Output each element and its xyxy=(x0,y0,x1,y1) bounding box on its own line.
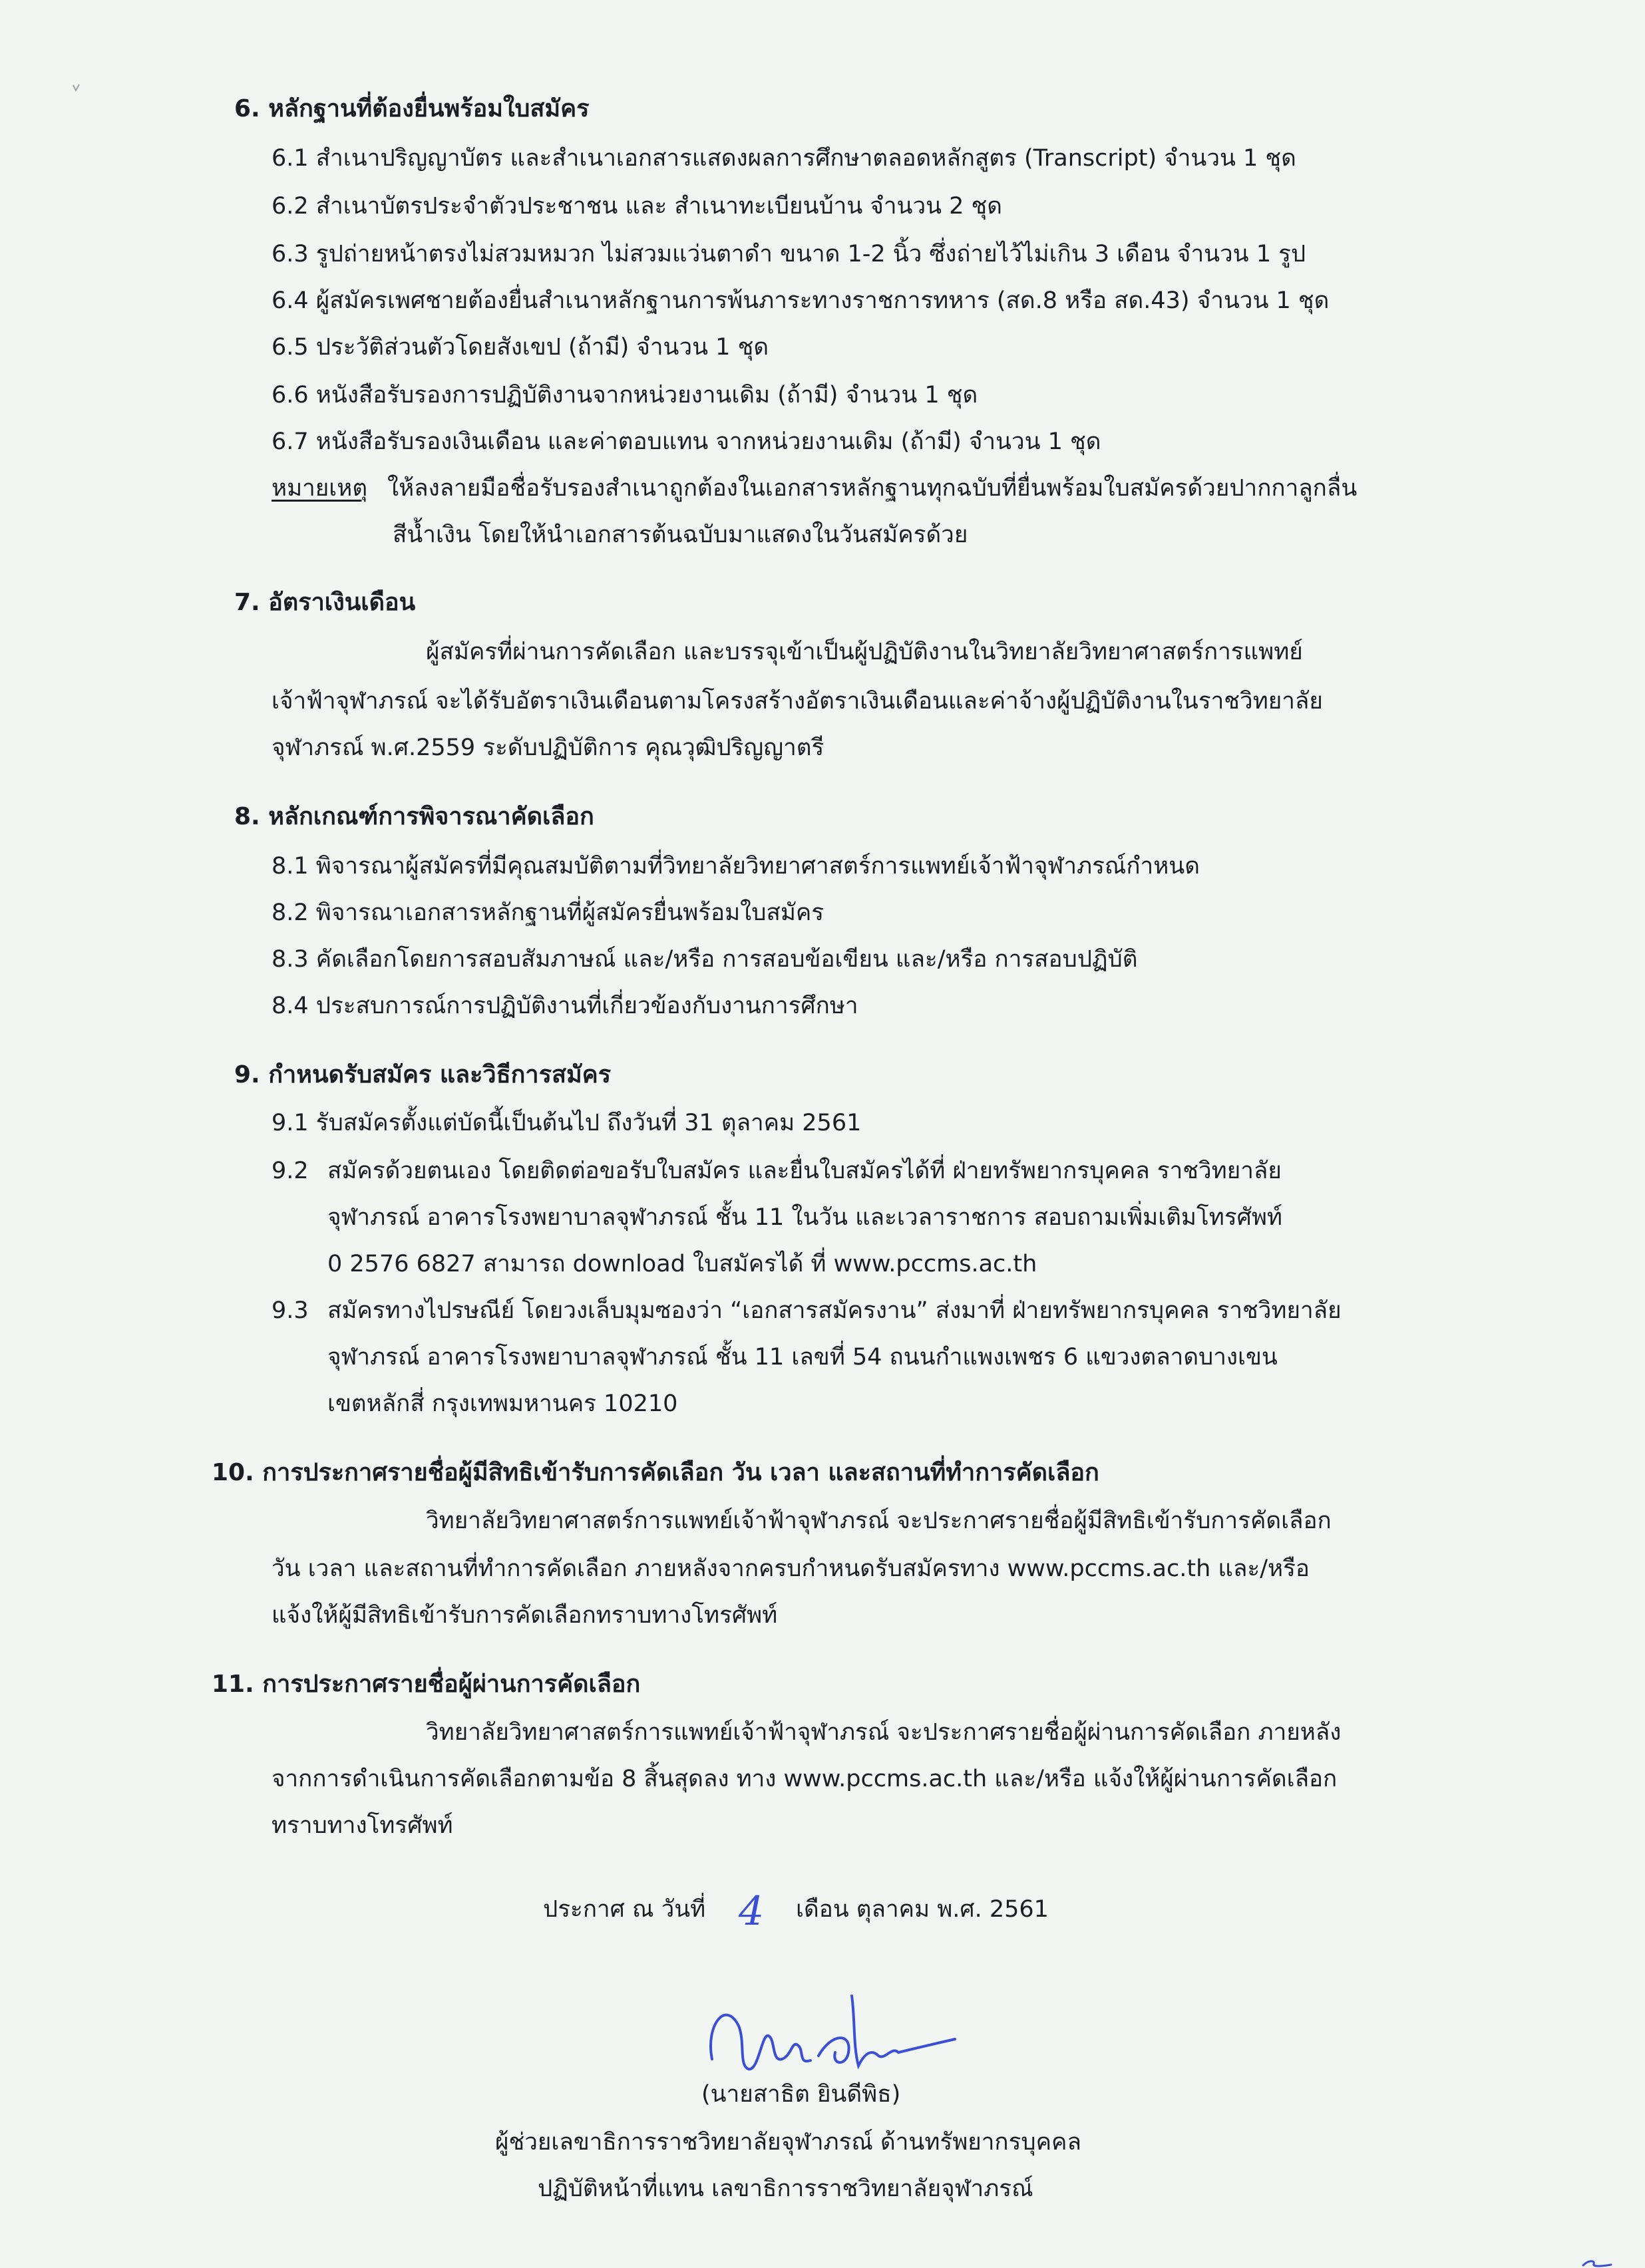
section-11-heading: 11. การประกาศรายชื่อผู้ผ่านการคัดเลือก xyxy=(212,1671,641,1698)
section-10-heading: 10. การประกาศรายชื่อผู้มีสิทธิเข้ารับการคัดเลือก วัน เวลา และสถานที่ทำการคัดเลือก xyxy=(212,1459,1099,1486)
section-11-line-3: ทราบทางโทรศัพท์ xyxy=(272,1812,453,1839)
signer-title-line-2: ปฏิบัติหน้าที่แทน เลขาธิการราชวิทยาลัยจุฬาภรณ์ xyxy=(538,2176,1033,2202)
section-9-item-3-line-2: จุฬาภรณ์ อาคารโรงพยาบาลจุฬาภรณ์ ชั้น 11 เลขที่ 54 ถนนกำแพงเพชร 6 แขวงตลาดบางเขน xyxy=(327,1344,1278,1371)
section-11-line-1: วิทยาลัยวิทยาศาสตร์การแพทย์เจ้าฟ้าจุฬาภรณ์ จะประกาศรายชื่อผู้ผ่านการคัดเลือก ภายหลัง xyxy=(426,1719,1342,1746)
signer-name: (นายสาธิต ยินดีพิธ) xyxy=(701,2081,901,2108)
section-10-line-1: วิทยาลัยวิทยาศาสตร์การแพทย์เจ้าฟ้าจุฬาภรณ์ จะประกาศรายชื่อผู้มีสิทธิเข้ารับการคัดเลือก xyxy=(426,1508,1332,1534)
section-10-line-3: แจ้งให้ผู้มีสิทธิเข้ารับการคัดเลือกทราบทางโทรศัพท์ xyxy=(272,1602,778,1629)
scan-speck-mark xyxy=(72,82,81,94)
announcement-day-handwritten: 4 xyxy=(739,1888,765,1935)
section-10-line-2: วัน เวลา และสถานที่ทำการคัดเลือก ภายหลังจากครบกำหนดรับสมัครทาง www.pccms.ac.th และ/หรือ xyxy=(272,1555,1310,1582)
section-9-item-1: 9.1 รับสมัครตั้งแต่บัดนี้เป็นต้นไป ถึงวันที่ 31 ตุลาคม 2561 xyxy=(272,1110,862,1136)
section-6-note-line-2: สีน้ำเงิน โดยให้นำเอกสารต้นฉบับมาแสดงในวันสมัครด้วย xyxy=(393,522,968,548)
section-9-heading: 9. กำหนดรับสมัคร และวิธีการสมัคร xyxy=(234,1061,612,1088)
section-8-item-3: 8.3 คัดเลือกโดยการสอบสัมภาษณ์ และ/หรือ การสอบข้อเขียน และ/หรือ การสอบปฏิบัติ xyxy=(272,946,1138,973)
section-6-item-5: 6.5 ประวัติส่วนตัวโดยสังเขป (ถ้ามี) จำนวน 1 ชุด xyxy=(272,334,769,361)
section-11-line-2: จากการดำเนินการคัดเลือกตามข้อ 8 สิ้นสุดลง ทาง www.pccms.ac.th และ/หรือ แจ้งให้ผู้ผ่านการคัดเลือก xyxy=(272,1766,1338,1792)
section-8-item-4: 8.4 ประสบการณ์การปฏิบัติงานที่เกี่ยวข้องกับงานการศึกษา xyxy=(272,993,858,1019)
section-7-line-3: จุฬาภรณ์ พ.ศ.2559 ระดับปฏิบัติการ คุณวุฒิปริญญาตรี xyxy=(272,734,824,761)
section-8-item-2: 8.2 พิจารณาเอกสารหลักฐานที่ผู้สมัครยื่นพร้อมใบสมัคร xyxy=(272,899,824,926)
section-9-item-3-number: 9.3 xyxy=(272,1297,309,1324)
announcement-date-prefix: ประกาศ ณ วันที่ xyxy=(543,1896,706,1923)
section-7-line-1: ผู้สมัครที่ผ่านการคัดเลือก และบรรจุเข้าเป็นผู้ปฏิบัติงานในวิทยาลัยวิทยาศาสตร์การแพทย์ xyxy=(426,639,1303,665)
section-6-item-7: 6.7 หนังสือรับรองเงินเดือน และค่าตอบแทน จากหน่วยงานเดิม (ถ้ามี) จำนวน 1 ชุด xyxy=(272,428,1101,455)
section-6-note-label: หมายเหตุ xyxy=(272,475,368,502)
section-9-item-3-line-3: เขตหลักสี่ กรุงเทพมหานคร 10210 xyxy=(327,1390,678,1417)
page-corner-mark xyxy=(1580,2259,1614,2268)
section-6-item-4: 6.4 ผู้สมัครเพศชายต้องยื่นสำเนาหลักฐานการพ้นภาระทางราชการทหาร (สด.8 หรือ สด.43) จำนวน 1 ชุด xyxy=(272,287,1330,314)
section-9-item-2-line-1: สมัครด้วยตนเอง โดยติดต่อขอรับใบสมัคร และยื่นใบสมัครได้ที่ ฝ่ายทรัพยากรบุคคล ราชวิทยาลัย xyxy=(327,1158,1282,1184)
section-9-item-2-line-2: จุฬาภรณ์ อาคารโรงพยาบาลจุฬาภรณ์ ชั้น 11 ในวัน และเวลาราชการ สอบถามเพิ่มเติมโทรศัพท์ xyxy=(327,1204,1282,1231)
section-8-item-1: 8.1 พิจารณาผู้สมัครที่มีคุณสมบัติตามที่วิทยาลัยวิทยาศาสตร์การแพทย์เจ้าฟ้าจุฬาภรณ์กำหนด xyxy=(272,853,1200,880)
section-6-heading: 6. หลักฐานที่ต้องยื่นพร้อมใบสมัคร xyxy=(234,95,590,122)
signature-image xyxy=(699,1986,965,2086)
section-8-heading: 8. หลักเกณฑ์การพิจารณาคัดเลือก xyxy=(234,803,594,830)
section-7-line-2: เจ้าฟ้าจุฬาภรณ์ จะได้รับอัตราเงินเดือนตามโครงสร้างอัตราเงินเดือนและค่าจ้างผู้ปฏิบัติงานในราชวิทยาลัย xyxy=(272,688,1323,715)
section-6-item-1: 6.1 สำเนาปริญญาบัตร และสำเนาเอกสารแสดงผลการศึกษาตลอดหลักสูตร (Transcript) จำนวน 1 ชุด xyxy=(272,145,1296,172)
signer-title-line-1: ผู้ช่วยเลขาธิการราชวิทยาลัยจุฬาภรณ์ ด้านทรัพยากรบุคคล xyxy=(495,2129,1081,2156)
section-9-item-2-line-3: 0 2576 6827 สามารถ download ใบสมัครได้ ที่ www.pccms.ac.th xyxy=(327,1251,1037,1277)
section-6-note-line-1: ให้ลงลายมือชื่อรับรองสำเนาถูกต้องในเอกสารหลักฐานทุกฉบับที่ยื่นพร้อมใบสมัครด้วยปากกาลูกลื่น xyxy=(387,475,1358,502)
announcement-date-suffix: เดือน ตุลาคม พ.ศ. 2561 xyxy=(796,1896,1049,1923)
section-6-item-6: 6.6 หนังสือรับรองการปฏิบัติงานจากหน่วยงานเดิม (ถ้ามี) จำนวน 1 ชุด xyxy=(272,382,978,408)
section-9-item-2-number: 9.2 xyxy=(272,1158,309,1184)
section-9-item-3-line-1: สมัครทางไปรษณีย์ โดยวงเล็บมุมซองว่า “เอกสารสมัครงาน” ส่งมาที่ ฝ่ายทรัพยากรบุคคล ราชวิทยาลัย xyxy=(327,1297,1342,1324)
section-7-heading: 7. อัตราเงินเดือน xyxy=(234,589,416,616)
section-6-item-3: 6.3 รูปถ่ายหน้าตรงไม่สวมหมวก ไม่สวมแว่นตาดำ ขนาด 1-2 นิ้ว ซึ่งถ่ายไว้ไม่เกิน 3 เดือน จำนวน 1 รูป xyxy=(272,241,1306,267)
section-6-item-2: 6.2 สำเนาบัตรประจำตัวประชาชน และ สำเนาทะเบียนบ้าน จำนวน 2 ชุด xyxy=(272,193,1003,220)
